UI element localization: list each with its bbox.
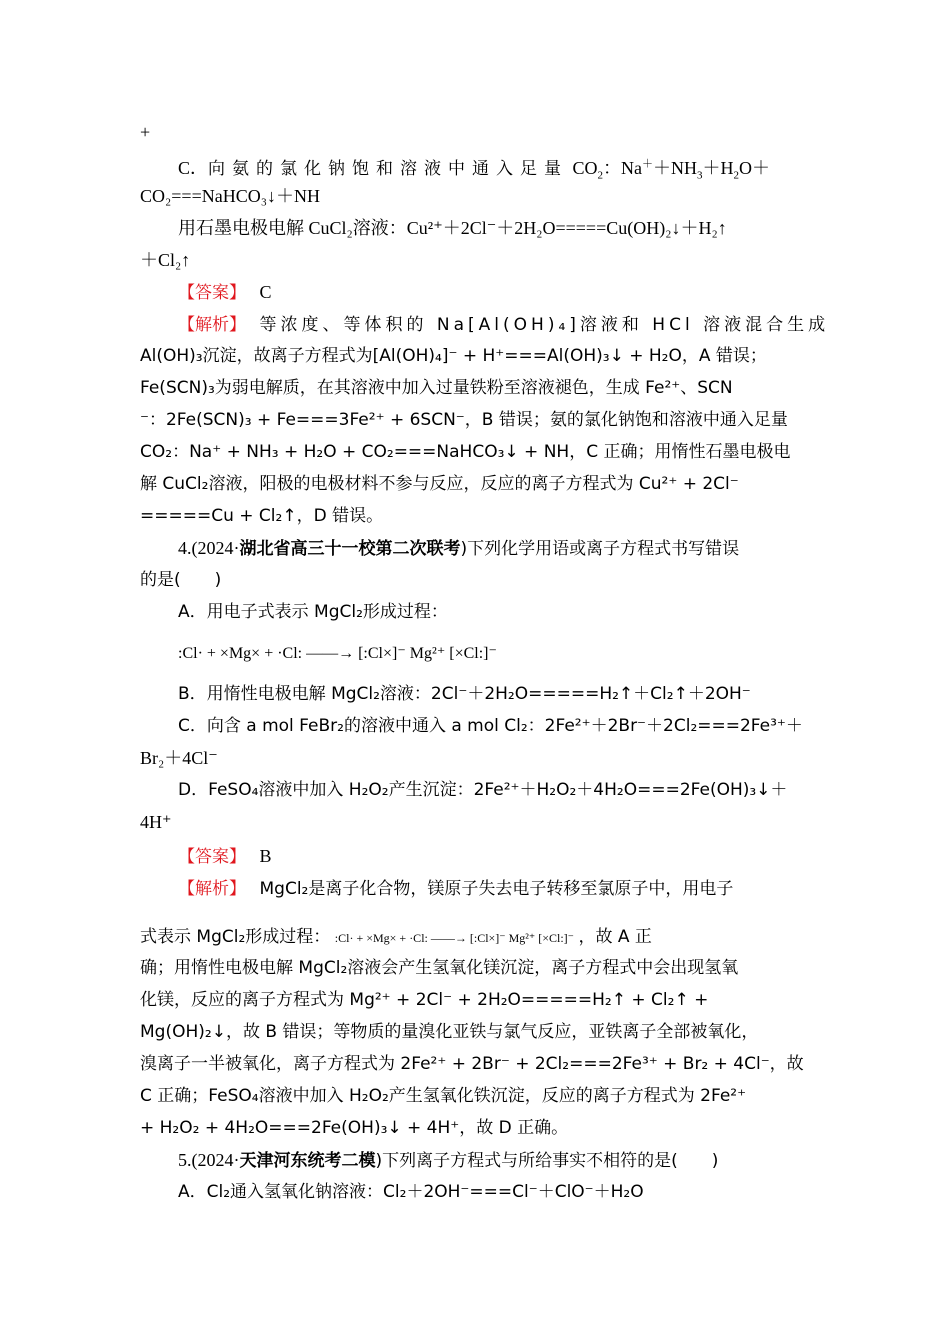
q4-analysis-6: 溴离子一半被氧化，离子方程式为 2Fe²⁺ + 2Br⁻ + 2Cl₂===2Fe³⁺ + Br₂ + 4Cl⁻，故	[140, 1054, 804, 1074]
q4-analysis-8: + H₂O₂ + 4H₂O===2Fe(OH)₃↓ + 4H⁺，故 D 正确。	[140, 1118, 569, 1138]
question-source: 湖北省高三十一校第二次联考	[239, 539, 461, 559]
analysis-text: ，故 A 正	[578, 927, 652, 947]
q3-analysis-5: CO₂：Na⁺ + NH₃ + H₂O + CO₂===NaHCO₃↓ + NH，C 正确；用惰性石墨电极电	[140, 442, 791, 462]
q4-analysis-1	[178, 876, 733, 900]
analysis-text: MgCl₂是离子化合物，镁原子失去电子转移至氯原子中，用电子	[259, 879, 734, 899]
q4-option-c-cont: Br₂＋4Cl⁻	[140, 748, 218, 768]
q4-stem	[178, 536, 739, 560]
q4-option-a-formula: :Cl· + ×Mg× + ·Cl: ——→ [:Cl×]⁻ Mg²⁺ [×Cl:]⁻	[178, 645, 497, 662]
q3-analysis-1	[178, 312, 829, 336]
analysis-text: 等浓度、等体积的 Na[Al(OH)₄]溶液和 HCl 溶液混合生成	[259, 315, 830, 335]
analysis-label: 【解析】	[178, 879, 246, 899]
question-number: 4.(2024·	[178, 538, 240, 558]
q5-stem	[178, 1148, 718, 1172]
option-label: C．	[178, 158, 209, 178]
electron-formula: :Cl· + ×Mg× + ·Cl: ——→ [:Cl×]⁻ Mg²⁺ [×Cl:]⁻	[334, 931, 574, 945]
q3-answer	[178, 280, 272, 304]
question-number: 5.(2024·	[178, 1150, 240, 1170]
question-text: )下列离子方程式与所给事实不相符的是( )	[375, 1151, 719, 1171]
answer-value: B	[259, 846, 272, 866]
option-text: 向氨的氯化钠饱和溶液中通入足量	[208, 159, 569, 179]
q3-option-c: C．向氨的氯化钠饱和溶液中通入足量 $CO_2$：$Na^++NH_3+H_2O+$	[178, 158, 771, 182]
answer-label: 【答案】	[178, 283, 246, 303]
q4-analysis-7: C 正确；FeSO₄溶液中加入 H₂O₂产生氢氧化铁沉淀，反应的离子方程式为 2Fe²⁺	[140, 1086, 747, 1106]
stray-plus: +	[140, 122, 151, 142]
q3-option-c-cont: CO₂===NaHCO₃↓＋NH	[140, 186, 320, 206]
q4-option-a: A．用电子式表示 MgCl₂形成过程：	[178, 602, 448, 622]
question-text: )下列化学用语或离子方程式书写错误	[460, 539, 740, 559]
q3-analysis-7: =====Cu + Cl₂↑，D 错误。	[140, 506, 384, 526]
q4-option-d-cont: 4H⁺	[140, 812, 172, 832]
q4-answer	[178, 844, 272, 868]
formula: CO	[572, 158, 598, 178]
q4-stem-cont: 的是( )	[140, 570, 222, 590]
answer-value: C	[259, 282, 272, 302]
question-source: 天津河东统考二模	[239, 1151, 376, 1171]
q4-analysis-4: 化镁，反应的离子方程式为 Mg²⁺ + 2Cl⁻ + 2H₂O=====H₂↑ + Cl₂↑ +	[140, 990, 709, 1010]
formula: ：Na	[603, 158, 643, 178]
q4-analysis-5: Mg(OH)₂↓，故 B 错误；等物质的量溴化亚铁与氯气反应，亚铁离子全部被氧化，	[140, 1022, 759, 1042]
q3-option-d: 用石墨电极电解 CuCl₂溶液：Cu²⁺＋2Cl⁻＋2H₂O=====Cu(OH)₂↓＋H₂↑	[178, 218, 727, 238]
q5-option-a: A．Cl₂通入氢氧化钠溶液：Cl₂＋2OH⁻===Cl⁻＋ClO⁻＋H₂O	[178, 1182, 644, 1202]
q4-analysis-3: 确；用惰性电极电解 MgCl₂溶液会产生氢氧化镁沉淀，离子方程式中会出现氢氧	[140, 958, 739, 978]
q4-option-c: C．向含 a mol FeBr₂的溶液中通入 a mol Cl₂：2Fe²⁺＋2Br⁻＋2Cl₂===2Fe³⁺＋	[178, 716, 803, 736]
q3-analysis-4: ⁻：2Fe(SCN)₃ + Fe===3Fe²⁺ + 6SCN⁻，B 错误；氨的氯化钠饱和溶液中通入足量	[140, 410, 788, 430]
q4-analysis-2	[140, 924, 652, 948]
analysis-text: 式表示 MgCl₂形成过程：	[140, 927, 331, 947]
q4-option-d: D．FeSO₄溶液中加入 H₂O₂产生沉淀：2Fe²⁺＋H₂O₂＋4H₂O===2Fe(OH)₃↓＋	[178, 780, 788, 800]
q3-analysis-2: Al(OH)₃沉淀，故离子方程式为[Al(OH)₄]⁻ + H⁺===Al(OH)₃↓ + H₂O，A 错误；	[140, 346, 767, 366]
q3-analysis-6: 解 CuCl₂溶液，阳极的电极材料不参与反应，反应的离子方程式为 Cu²⁺ + 2Cl⁻	[140, 474, 739, 494]
q3-option-d-cont: ＋Cl₂↑	[140, 250, 191, 270]
q3-analysis-3: Fe(SCN)₃为弱电解质，在其溶液中加入过量铁粉至溶液褪色，生成 Fe²⁺、SCN	[140, 378, 733, 398]
answer-label: 【答案】	[178, 847, 246, 867]
analysis-label: 【解析】	[178, 315, 246, 335]
q4-option-b: B．用惰性电极电解 MgCl₂溶液：2Cl⁻＋2H₂O=====H₂↑＋Cl₂↑＋2OH⁻	[178, 684, 751, 704]
